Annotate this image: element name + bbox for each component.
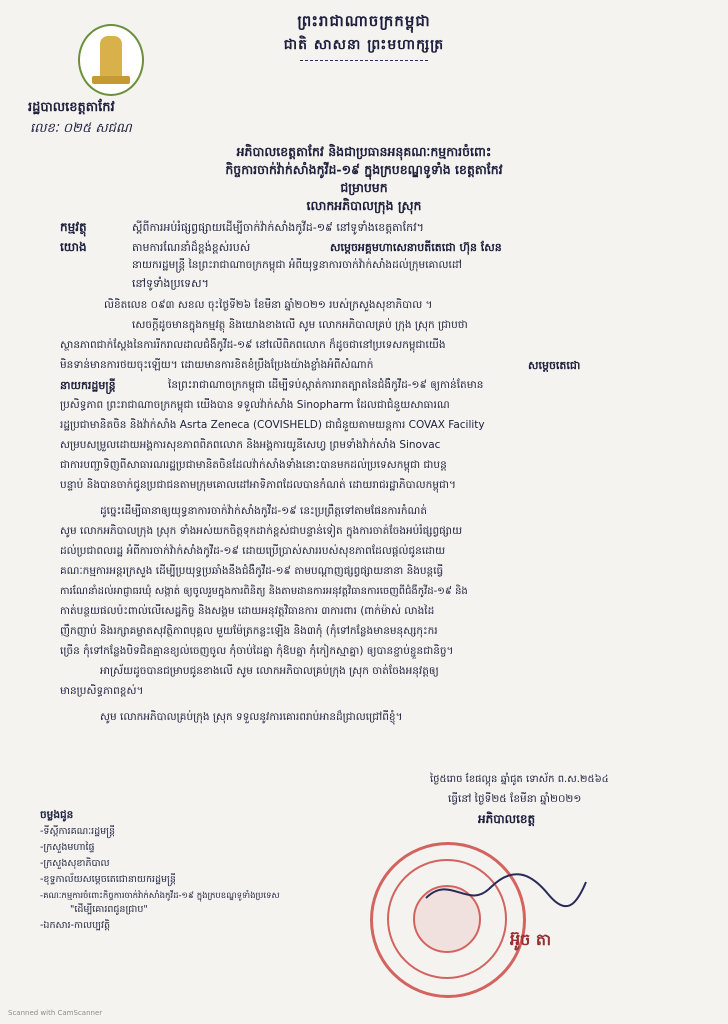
reference-bullet-text: លិខិតលេខ ០៩៣ សខល ចុះថ្ងៃទី២៦ ខែមីនា ឆ្នាំ២០២១ របស់ក្រសួងសុខាភិបាល ។ (104, 299, 433, 311)
body-p1-line-10: បន្ទាប់ និងបានចាក់ជូនប្រជាជនតាមក្រុមគោលដៅអាទិភាពដែលបានកំណត់ ដោយរាជរដ្ឋាភិបាលកម្ពុជា។ (60, 479, 456, 491)
header-divider (300, 60, 428, 62)
body-p1-line-5: នៃព្រះរាជាណាចក្រកម្ពុជា ដើម្បីទប់ស្កាត់ការរាតត្បាតនៃជំងឺកូវីដ-១៩ ឲ្យកាន់តែមាន (168, 379, 484, 391)
cc-item: -គណៈកម្មការចំពោះកិច្ចការចាក់វ៉ាក់សាំងកូវីដ-១៩ ក្នុងក្របខណ្ឌទូទាំងប្រទេស (40, 891, 280, 901)
kingdom-header: ព្រះរាជាណាចក្រកម្ពុជា (297, 12, 431, 30)
body-p1-line-2: ស្ថានភាពជាក់ស្ដែងនៃការរីករាលដាលជំងឺកូវីដ-១៩ នៅលើពិភពលោក ក៏ដូចជានៅប្រទេសកម្ពុជាយើង (60, 339, 446, 351)
closing-line: សូម លោកអភិបាលគ្រប់ក្រុង ស្រុក ទទួលនូវការគោរពរាប់អានដ៏ជ្រាលជ្រៅពីខ្ញុំ។ (100, 711, 403, 723)
sender-province: រដ្ឋបាលខេត្តតាកែវ (28, 100, 115, 115)
province-emblem-icon (78, 24, 144, 96)
reference-line-1b: សម្ដេចអគ្គមហាសេនាបតីតេជោ ហ៊ុន សែន (330, 241, 502, 254)
signer-title: អភិបាលខេត្ត (478, 812, 536, 826)
body-p1-line-6: ប្រសិទ្ធភាព ព្រះរាជាណាចក្រកម្ពុជា យើងបាន ទទួលវ៉ាក់សាំង Sinopharm ដែលជាជំនួយសាធារណ (60, 399, 450, 411)
body-p2-line-2: សូម លោកអភិបាលក្រុង ស្រុក ទាំងអស់យកចិត្តទុកដាក់ខ្ពស់ជាបន្ទាន់ទៀត ក្នុងការចាត់ចែងអប់រំផ្សព្វផ្សាយ (60, 525, 463, 537)
cc-item: -ឯកសារ-កាលប្បវត្តិ (40, 920, 110, 931)
lunar-date: ថ្ងៃ៥រោច ខែផល្គុន ឆ្នាំជូត ទោស័ក ព.ស.២៥៦៤ (430, 774, 609, 785)
motto-header: ជាតិ សាសនា ព្រះមហាក្សត្រ (283, 37, 445, 53)
official-seal-icon (370, 842, 526, 998)
body-p1-line-7: រដ្ឋប្រជាមានិតចិន និងវ៉ាក់សាំង Asrta Zeneca (COVISHELD) ជាជំនួយតាមយន្តការ COVAX Facility (60, 419, 485, 431)
reference-line-3: នៅទូទាំងប្រទេស។ (132, 277, 209, 290)
subject-label: កម្មវត្ថុ (60, 220, 87, 234)
signature-icon (420, 868, 590, 914)
title-line-3: ជម្រាបមក (340, 180, 388, 195)
body-p2-line-5: ការណែនាំដល់អាជ្ញាធរឃុំ សង្កាត់ ឲ្យចូលរួមក្នុងការពិនិត្យ និងតាមដានការអនុវត្តវិធានការចេញពីជំងឺកូវីដ-១៩ និង (60, 586, 468, 597)
body-p1-line-3: មិនទាន់មានការថយចុះឡើយ។ ដោយមានការខិតខំប្រឹងប្រែងយ៉ាងខ្លាំងអំពីសំណាក់ (60, 359, 374, 371)
body-p2-line-6: កាត់បន្ថយផលប៉ះពាល់លើសេដ្ឋកិច្ច និងសង្គម ដោយអនុវត្តវិធានការ ៣ការពារ (ពាក់ម៉ាស់ លាងដៃ (60, 605, 435, 617)
cc-item: -ខុទ្ទកាល័យសម្ដេចតេជោនាយករដ្ឋមន្ត្រី (40, 874, 176, 885)
cc-item: -ក្រសួងមហាផ្ទៃ (40, 842, 95, 853)
title-line-2: កិច្ចការចាក់វ៉ាក់សាំងកូវីដ-១៩ ក្នុងក្របខណ្ឌទូទាំង ខេត្តតាកែវ (225, 162, 503, 177)
scanner-watermark: Scanned with CamScanner (8, 1009, 103, 1017)
body-p2-line-8: ច្រើន កុំទៅកន្លែងបិទជិតគ្មានខ្យល់ចេញចូល កុំចាប់ដៃគ្នា កុំឱបគ្នា កុំកៀកស្មាគ្នា) ឲ្យបានខ្ជាប់ខ្ជួនជានិច្ច។ (60, 645, 454, 657)
subject-text: ស្ដីពីការអប់រំផ្សព្វផ្សាយដើម្បីចាក់វ៉ាក់សាំងកូវីដ-១៩ នៅទូទាំងខេត្តតាកែវ។ (132, 221, 424, 234)
title-line-1: អភិបាលខេត្តតាកែវ និងជាប្រធានអនុគណៈកម្មការចំពោះ (236, 144, 492, 159)
body-p1-line-9: ជាការបញ្ជាទិញពីសាធារណរដ្ឋប្រជាមានិតចិនដែលវ៉ាក់សាំងទាំងនោះបានមកដល់ប្រទេសកម្ពុជា ជាបន្ត (60, 459, 447, 471)
reference-label: យោង (60, 240, 87, 254)
body-p2-line-10: មានប្រសិទ្ធភាពខ្ពស់។ (60, 685, 144, 697)
solar-date: ធ្វើនៅ ថ្ងៃទី២៥ ខែមីនា ឆ្នាំ២០២១ (448, 793, 582, 805)
reference-line-1a: តាមការណែនាំដ៏ខ្ពង់ខ្ពស់របស់ (132, 241, 251, 254)
body-p2-line-1: ដូច្នេះដើម្បីធានាឲ្យយុទ្ធនាការចាក់វ៉ាក់សាំងកូវីដ-១៩ នេះប្រព្រឹត្តទៅតាមផែនការកំណត់ (100, 505, 427, 517)
body-p2-line-3: ដល់ប្រជាពលរដ្ឋ អំពីការចាក់វ៉ាក់សាំងកូវីដ-១៩ ដោយប្រើប្រាស់សាររបស់សុខភាពដែលផ្ដល់ជូនដោយ (60, 545, 446, 557)
cc-item: -ក្រសួងសុខាភិបាល (40, 858, 110, 869)
reference-line-2: នាយករដ្ឋមន្ត្រី នៃព្រះរាជាណាចក្រកម្ពុជា អំពីយុទ្ធនាការចាក់វ៉ាក់សាំងដល់ក្រុមគោលដៅ (132, 259, 462, 271)
signer-name: អ៊ូច តា (510, 930, 552, 949)
body-p1-pm-title: នាយករដ្ឋមន្ត្រី (60, 379, 116, 392)
body-p1-line-1: សេចក្ដីដូចមានក្នុងកម្មវត្ថុ និងយោងខាងលើ សូម លោកអភិបាលគ្រប់ ក្រុង ស្រុក ជ្រាបថា (132, 319, 468, 331)
title-line-4: លោកអភិបាលក្រុង ស្រុក (306, 198, 422, 213)
body-p2-line-9: អាស្រ័យដូចបានជម្រាបជូនខាងលើ សូម លោកអភិបាលគ្រប់ក្រុង ស្រុក ចាត់ចែងអនុវត្តឲ្យ (100, 665, 439, 677)
body-p2-line-7: ញឹកញាប់ និងរក្សាគម្លាតសុវត្ថិភាពបុគ្គល មួយម៉ែត្រកន្លះឡើង និង៣កុំ (កុំទៅកន្លែងមានមនុស្សកុះករ (60, 625, 438, 637)
body-p1-line-8: សម្របសម្រួលដោយអង្គការសុខភាពពិភពលោក និងអង្គការយូនីសេហ្វ ព្រមទាំងវ៉ាក់សាំង Sinovac (60, 439, 441, 451)
cc-title: ចម្លងជូន (40, 809, 74, 821)
cc-item: "ដើម្បីគោរពជូនជ្រាប" (70, 904, 148, 915)
body-p1-honorific: សម្ដេចតេជោ (528, 359, 581, 372)
cc-item: -ទីស្ដីការគណៈរដ្ឋមន្ត្រី (40, 826, 116, 837)
reference-number: លេខៈ ០២៥ សជណ (30, 121, 132, 136)
body-p2-line-4: គណៈកម្មការអន្តរក្រសួង ដើម្បីប្រយុទ្ធប្រឆាំងនឹងជំងឺកូវីដ-១៩ តាមបណ្ដាញផ្សព្វផ្សាយនានា និងបន្តធ្វើ (60, 565, 444, 577)
